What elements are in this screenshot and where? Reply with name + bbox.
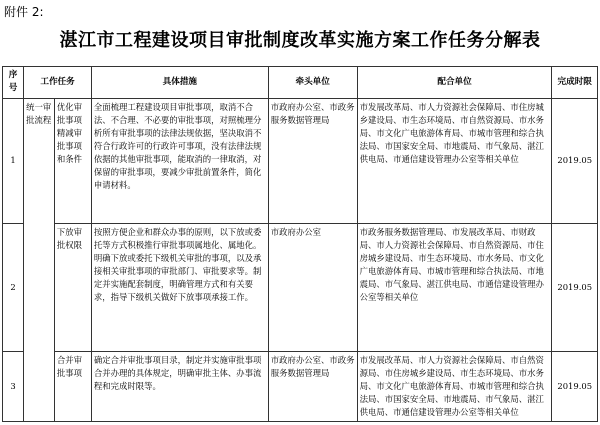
cooperate-cell: 市政务服务数据管理局、市发展改革局、市财政局、市人力资源社会保障局、市自然资源局、市住房城乡建设局、市生态环境局、市水务局、市文化广电旅游体育局、市城市管理和综合执法局、市地震局、市气象局、湛江供电局、市通信建设管理办公室等相关单位 xyxy=(357,224,552,352)
item-cell: 合并审批事项 xyxy=(54,351,91,421)
subtask-label: 优化审批事项 xyxy=(56,101,82,125)
measure-cell: 全面梳理工程建设项目审批事项，取消不合法、不合理、不必要的审批事项，对照梳理分析所有审批事项的法律法规依据，坚决取消不符合行政许可的行政许可事项，没有法律法规依据的其他审批事项，能取消的一律取消，对保留的审批事项，要减少审批前置条件，简化申请材料。 xyxy=(91,98,268,224)
row-number: 3 xyxy=(3,351,24,421)
deadline-cell: 2019.05 xyxy=(552,224,598,352)
row-number: 1 xyxy=(3,98,24,224)
header-no: 序号 xyxy=(3,67,24,99)
cooperate-cell: 市发展改革局、市人力资源社会保障局、市住房城乡建设局、市生态环境局、市自然资源局、市水务局、市文化广电旅游体育局、市城市管理和综合执法局、市国家安全局、市地震局、市气象局、湛江供电局、市通信建设管理办公室等相关单位 xyxy=(357,98,552,224)
deadline-cell: 2019.05 xyxy=(552,98,598,224)
deadline-cell: 2019.05 xyxy=(552,351,598,421)
measure-cell: 确定合并审批事项目录，制定并实施审批事项合并办理的具体规定，明确审批主体、办事流程和完成时限等。 xyxy=(91,351,268,421)
table-row xyxy=(3,224,598,352)
header-measure: 具体措施 xyxy=(91,67,268,99)
header-cooperate: 配合单位 xyxy=(357,67,552,99)
item-label: 精减审批事项和条件 xyxy=(56,127,82,164)
measure-cell: 按照方便企业和群众办事的原则，以下放或委托等方式积极推行审批事项属地化、属地化。明确下放或委托下级机关审批的事项，以及承接相关审批事项的审批部门、审批要求等。制定并实施配套制度，明确管理方式和有关要求，指导下级机关做好下放事项承接工作。 xyxy=(91,224,268,352)
row-number: 2 xyxy=(3,224,24,352)
header-task: 工作任务 xyxy=(24,67,92,99)
task-group: 统一审批流程 xyxy=(24,98,55,421)
lead-cell: 市政府办公室、市政务服务数据管理局 xyxy=(268,351,357,421)
cooperate-cell: 市发展改革局、市人力资源社会保障局、市自然资源局、市住房城乡建设局、市生态环境局、市水务局、市文化广电旅游体育局、市城市管理和综合执法局、市国家安全局、市地震局、市气象局、湛江供电局、市通信建设管理办公室等相关单位 xyxy=(357,351,552,421)
header-deadline: 完成时限 xyxy=(552,67,598,99)
table-row xyxy=(3,98,598,224)
header-lead: 牵头单位 xyxy=(268,67,357,99)
lead-cell: 市政府办公室 xyxy=(268,224,357,352)
subtask-cell xyxy=(54,98,91,224)
document-title: 湛江市工程建设项目审批制度改革实施方案工作任务分解表 xyxy=(59,30,541,51)
task-table xyxy=(2,66,598,422)
table-row xyxy=(3,351,598,421)
attachment-label: 附件 2: xyxy=(4,5,44,19)
item-cell: 下放审批权限 xyxy=(54,224,91,352)
lead-cell: 市政府办公室、市政务服务数据管理局 xyxy=(268,98,357,224)
table-header-row xyxy=(3,67,598,99)
